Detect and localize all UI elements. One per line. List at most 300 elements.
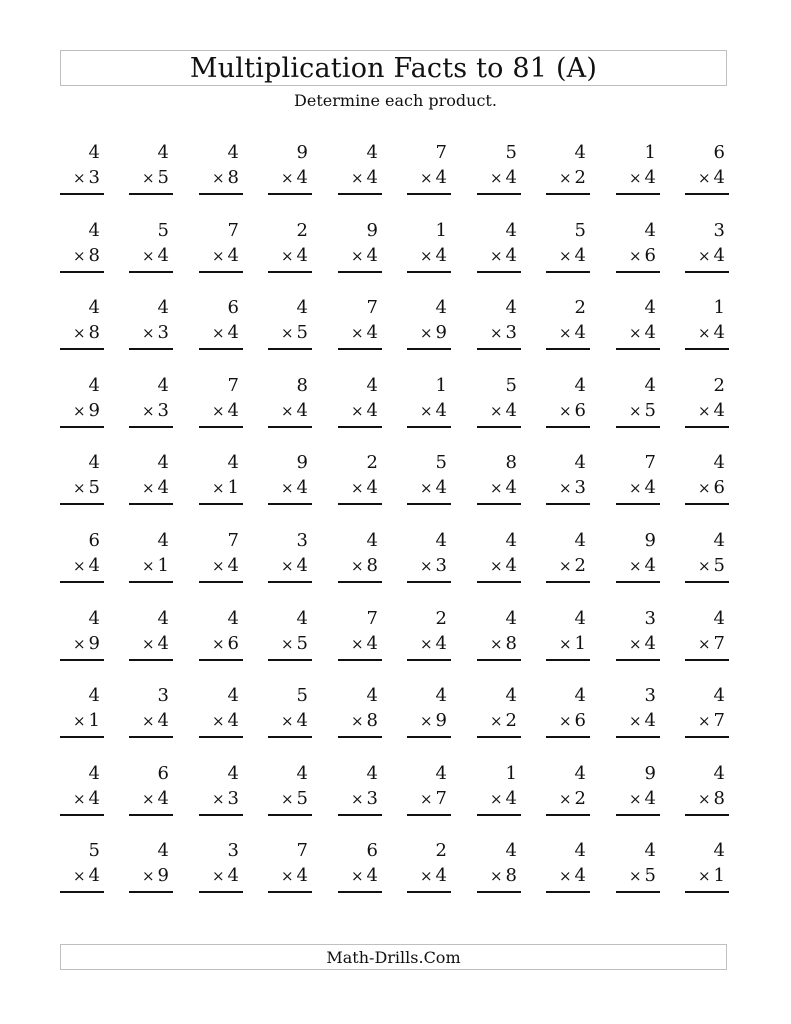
multiplier: 4 [435, 399, 447, 421]
multiplicand: 4 [227, 685, 239, 707]
multiplier-line [351, 400, 378, 422]
multiplier: 4 [227, 322, 239, 344]
answer-line [60, 271, 104, 273]
answer-line [407, 426, 451, 428]
multiplier-line [490, 555, 517, 577]
answer-line [546, 891, 590, 893]
multiplicand: 4 [713, 840, 725, 862]
worksheet-title: Multiplication Facts to 81 (A) [189, 52, 598, 84]
times-sign: × [558, 712, 572, 731]
answer-line [616, 581, 660, 583]
multiplicand: 4 [366, 530, 378, 551]
times-sign: × [280, 634, 294, 653]
multiplicand: 4 [88, 607, 100, 629]
multiplicand: 4 [157, 452, 169, 474]
multiplier-line [212, 788, 239, 810]
multiplier-line [212, 245, 239, 267]
answer-line [407, 736, 451, 738]
multiplier: 4 [713, 322, 725, 344]
multiplicand: 9 [296, 142, 308, 163]
times-sign: × [141, 479, 155, 498]
multiplier-line [73, 555, 100, 577]
times-sign: × [350, 169, 364, 187]
multiplicand: 5 [435, 452, 447, 474]
answer-line [546, 193, 590, 195]
answer-line [268, 503, 312, 505]
multiplier-line [142, 788, 169, 810]
multiplier-line [212, 555, 239, 577]
times-sign: × [72, 867, 86, 886]
answer-line [199, 503, 243, 505]
multiplier-line [351, 167, 378, 189]
multiplier: 4 [366, 399, 378, 421]
multiplier: 9 [88, 399, 100, 421]
multiplier-line [142, 322, 169, 344]
multiplicand: 7 [435, 142, 447, 163]
times-sign: × [558, 634, 572, 653]
multiplier: 4 [574, 322, 586, 344]
times-sign: × [350, 557, 364, 575]
multiplier-line [698, 865, 725, 887]
multiplier-line [490, 633, 517, 655]
multiplicand: 1 [435, 219, 447, 241]
answer-line [268, 348, 312, 350]
multiplicand: 8 [505, 452, 517, 474]
multiplicand: 1 [505, 762, 517, 784]
multiplicand: 4 [574, 607, 586, 629]
multiplier-line [420, 400, 447, 422]
multiplier: 4 [644, 167, 656, 188]
multiplicand: 2 [435, 840, 447, 862]
answer-line [60, 814, 104, 816]
multiplicand: 5 [157, 219, 169, 241]
times-sign: × [628, 479, 642, 498]
answer-line [477, 891, 521, 893]
times-sign: × [72, 557, 86, 575]
multiplicand: 4 [227, 452, 239, 474]
multiplier-line [490, 710, 517, 732]
multiplicand: 4 [574, 685, 586, 707]
answer-line [338, 503, 382, 505]
answer-line [685, 814, 729, 816]
multiplier: 3 [157, 399, 169, 421]
multiplier: 4 [88, 865, 100, 887]
multiplier: 4 [227, 865, 239, 887]
multiplier: 4 [157, 710, 169, 732]
multiplier: 1 [574, 632, 586, 654]
multiplier: 4 [505, 555, 517, 576]
answer-line [199, 659, 243, 661]
answer-line [477, 503, 521, 505]
multiplier-line [698, 788, 725, 810]
answer-line [477, 271, 521, 273]
multiplier: 6 [644, 244, 656, 266]
multiplier-line [629, 865, 656, 887]
times-sign: × [558, 246, 572, 265]
multiplier-line [73, 788, 100, 810]
answer-line [407, 503, 451, 505]
multiplicand: 4 [574, 452, 586, 474]
multiplier: 4 [435, 167, 447, 188]
multiplier-line [629, 788, 656, 810]
multiplier: 8 [88, 244, 100, 266]
times-sign: × [350, 634, 364, 653]
multiplier: 4 [505, 167, 517, 188]
multiplier-line [142, 477, 169, 499]
multiplier: 8 [88, 322, 100, 344]
multiplier: 4 [88, 787, 100, 809]
multiplier: 5 [644, 865, 656, 887]
multiplicand: 4 [505, 840, 517, 862]
answer-line [268, 193, 312, 195]
multiplicand: 8 [296, 374, 308, 396]
multiplier: 4 [296, 477, 308, 499]
answer-line [60, 348, 104, 350]
multiplier: 4 [366, 632, 378, 654]
times-sign: × [419, 867, 433, 886]
multiplier-line [698, 322, 725, 344]
times-sign: × [419, 324, 433, 343]
answer-line [60, 581, 104, 583]
multiplier-line [73, 865, 100, 887]
multiplier: 4 [644, 710, 656, 732]
multiplier: 4 [157, 787, 169, 809]
multiplier-line [142, 633, 169, 655]
multiplier: 4 [644, 322, 656, 344]
answer-line [199, 581, 243, 583]
multiplier-line [698, 633, 725, 655]
multiplier-line [281, 400, 308, 422]
answer-line [477, 426, 521, 428]
multiplicand: 4 [505, 530, 517, 551]
times-sign: × [489, 712, 503, 731]
multiplier: 9 [435, 322, 447, 344]
times-sign: × [697, 789, 711, 808]
multiplier-line [420, 167, 447, 189]
multiplier-line [73, 400, 100, 422]
answer-line [616, 348, 660, 350]
multiplier-line [281, 633, 308, 655]
multiplier: 4 [296, 244, 308, 266]
multiplicand: 4 [505, 607, 517, 629]
multiplier-line [629, 555, 656, 577]
multiplicand: 4 [713, 530, 725, 551]
times-sign: × [72, 169, 86, 187]
times-sign: × [72, 789, 86, 808]
answer-line [407, 814, 451, 816]
multiplier-line [420, 477, 447, 499]
times-sign: × [489, 867, 503, 886]
multiplier: 3 [88, 167, 100, 188]
multiplier: 4 [296, 399, 308, 421]
multiplier: 8 [366, 555, 378, 576]
multiplier: 4 [366, 167, 378, 188]
times-sign: × [211, 246, 225, 265]
times-sign: × [141, 324, 155, 343]
multiplier: 4 [366, 244, 378, 266]
multiplier-line [142, 710, 169, 732]
answer-line [199, 736, 243, 738]
multiplier: 3 [435, 555, 447, 576]
multiplier: 4 [157, 244, 169, 266]
answer-line [685, 581, 729, 583]
answer-line [477, 581, 521, 583]
answer-line [199, 814, 243, 816]
multiplicand: 4 [227, 762, 239, 784]
times-sign: × [489, 634, 503, 653]
multiplier: 8 [227, 167, 239, 188]
times-sign: × [350, 401, 364, 420]
answer-line [616, 659, 660, 661]
multiplier-line [490, 865, 517, 887]
times-sign: × [697, 867, 711, 886]
multiplier: 4 [505, 787, 517, 809]
multiplicand: 4 [644, 219, 656, 241]
times-sign: × [350, 789, 364, 808]
multiplier-line [73, 245, 100, 267]
multiplier: 9 [157, 865, 169, 887]
multiplier-line [351, 555, 378, 577]
multiplier-line [351, 788, 378, 810]
times-sign: × [697, 479, 711, 498]
multiplicand: 6 [157, 762, 169, 784]
multiplicand: 4 [157, 840, 169, 862]
answer-line [616, 891, 660, 893]
multiplier-line [629, 322, 656, 344]
times-sign: × [697, 712, 711, 731]
multiplicand: 7 [366, 297, 378, 319]
multiplier: 4 [713, 167, 725, 188]
multiplier: 4 [505, 399, 517, 421]
multiplicand: 3 [296, 530, 308, 551]
times-sign: × [350, 479, 364, 498]
multiplicand: 3 [227, 840, 239, 862]
multiplier: 4 [713, 244, 725, 266]
multiplicand: 4 [88, 374, 100, 396]
multiplicand: 7 [296, 840, 308, 862]
answer-line [199, 348, 243, 350]
multiplicand: 4 [88, 685, 100, 707]
multiplier: 4 [435, 244, 447, 266]
times-sign: × [628, 324, 642, 343]
multiplicand: 1 [435, 374, 447, 396]
times-sign: × [558, 169, 572, 187]
times-sign: × [628, 867, 642, 886]
multiplier-line [629, 400, 656, 422]
multiplier: 6 [574, 710, 586, 732]
times-sign: × [211, 169, 225, 187]
multiplicand: 9 [296, 452, 308, 474]
multiplier-line [73, 322, 100, 344]
times-sign: × [280, 712, 294, 731]
multiplicand: 4 [574, 762, 586, 784]
multiplicand: 4 [157, 530, 169, 551]
answer-line [616, 503, 660, 505]
multiplier-line [490, 322, 517, 344]
multiplier-line [420, 865, 447, 887]
multiplier: 5 [713, 555, 725, 576]
answer-line [60, 503, 104, 505]
multiplicand: 3 [644, 607, 656, 629]
times-sign: × [419, 479, 433, 498]
answer-line [60, 426, 104, 428]
times-sign: × [419, 401, 433, 420]
answer-line [546, 659, 590, 661]
multiplier: 3 [574, 477, 586, 499]
answer-line [268, 426, 312, 428]
multiplier-line [142, 400, 169, 422]
answer-line [546, 348, 590, 350]
multiplier: 7 [713, 710, 725, 732]
times-sign: × [280, 867, 294, 886]
multiplicand: 4 [574, 142, 586, 163]
times-sign: × [489, 479, 503, 498]
answer-line [546, 503, 590, 505]
answer-line [685, 426, 729, 428]
multiplier: 4 [644, 555, 656, 576]
answer-line [685, 271, 729, 273]
multiplicand: 4 [157, 142, 169, 163]
multiplier-line [490, 788, 517, 810]
times-sign: × [350, 867, 364, 886]
multiplier: 4 [296, 555, 308, 576]
multiplier-line [698, 400, 725, 422]
multiplier: 7 [713, 632, 725, 654]
answer-line [338, 581, 382, 583]
times-sign: × [141, 634, 155, 653]
multiplicand: 2 [574, 297, 586, 319]
multiplicand: 4 [644, 840, 656, 862]
answer-line [268, 659, 312, 661]
multiplicand: 5 [505, 142, 517, 163]
multiplier-line [212, 710, 239, 732]
times-sign: × [489, 246, 503, 265]
answer-line [338, 814, 382, 816]
multiplier-line [281, 167, 308, 189]
multiplier: 1 [713, 865, 725, 887]
multiplier: 4 [366, 477, 378, 499]
multiplier-line [420, 633, 447, 655]
multiplicand: 6 [227, 297, 239, 319]
answer-line [199, 193, 243, 195]
multiplier-line [212, 322, 239, 344]
times-sign: × [141, 557, 155, 575]
multiplier: 4 [435, 477, 447, 499]
answer-line [338, 891, 382, 893]
answer-line [129, 581, 173, 583]
multiplier-line [142, 555, 169, 577]
answer-line [616, 193, 660, 195]
multiplier: 2 [505, 710, 517, 732]
times-sign: × [489, 401, 503, 420]
times-sign: × [141, 169, 155, 187]
multiplicand: 4 [366, 762, 378, 784]
multiplicand: 4 [88, 297, 100, 319]
multiplicand: 4 [435, 762, 447, 784]
multiplier-line [698, 245, 725, 267]
multiplier-line [281, 555, 308, 577]
multiplier-line [420, 555, 447, 577]
answer-line [60, 193, 104, 195]
times-sign: × [628, 712, 642, 731]
multiplier-line [490, 167, 517, 189]
times-sign: × [419, 557, 433, 575]
multiplier-line [629, 167, 656, 189]
multiplier: 5 [296, 322, 308, 344]
times-sign: × [558, 324, 572, 343]
answer-line [477, 193, 521, 195]
multiplicand: 4 [713, 685, 725, 707]
times-sign: × [697, 246, 711, 265]
times-sign: × [558, 557, 572, 575]
multiplier: 4 [644, 477, 656, 499]
answer-line [268, 271, 312, 273]
multiplier-line [559, 245, 586, 267]
times-sign: × [419, 169, 433, 187]
times-sign: × [280, 169, 294, 187]
multiplier: 3 [227, 787, 239, 809]
multiplier: 4 [713, 399, 725, 421]
multiplier-line [490, 477, 517, 499]
times-sign: × [628, 789, 642, 808]
multiplicand: 5 [505, 374, 517, 396]
multiplier: 9 [435, 710, 447, 732]
answer-line [477, 736, 521, 738]
answer-line [129, 271, 173, 273]
multiplier: 8 [505, 632, 517, 654]
times-sign: × [350, 324, 364, 343]
multiplier: 6 [227, 632, 239, 654]
times-sign: × [141, 401, 155, 420]
multiplier-line [281, 788, 308, 810]
answer-line [407, 271, 451, 273]
multiplicand: 3 [157, 685, 169, 707]
multiplicand: 2 [435, 607, 447, 629]
multiplicand: 4 [296, 607, 308, 629]
answer-line [129, 193, 173, 195]
multiplicand: 4 [296, 297, 308, 319]
answer-line [129, 348, 173, 350]
times-sign: × [489, 789, 503, 808]
multiplier-line [559, 865, 586, 887]
times-sign: × [141, 712, 155, 731]
times-sign: × [211, 557, 225, 575]
instructions: Determine each product. [294, 91, 497, 110]
answer-line [338, 736, 382, 738]
multiplier-line [698, 555, 725, 577]
answer-line [268, 891, 312, 893]
multiplier: 2 [574, 167, 586, 188]
multiplicand: 5 [296, 685, 308, 707]
multiplier: 8 [505, 865, 517, 887]
multiplier: 6 [574, 399, 586, 421]
answer-line [268, 736, 312, 738]
multiplicand: 5 [88, 840, 100, 862]
answer-line [546, 736, 590, 738]
times-sign: × [489, 557, 503, 575]
multiplier: 3 [505, 322, 517, 344]
multiplier-line [559, 400, 586, 422]
multiplier-line [559, 710, 586, 732]
multiplier-line [559, 322, 586, 344]
times-sign: × [697, 401, 711, 420]
multiplier-line [420, 322, 447, 344]
answer-line [685, 348, 729, 350]
multiplier-line [212, 167, 239, 189]
multiplier: 4 [574, 244, 586, 266]
multiplicand: 4 [366, 685, 378, 707]
multiplier: 4 [644, 632, 656, 654]
